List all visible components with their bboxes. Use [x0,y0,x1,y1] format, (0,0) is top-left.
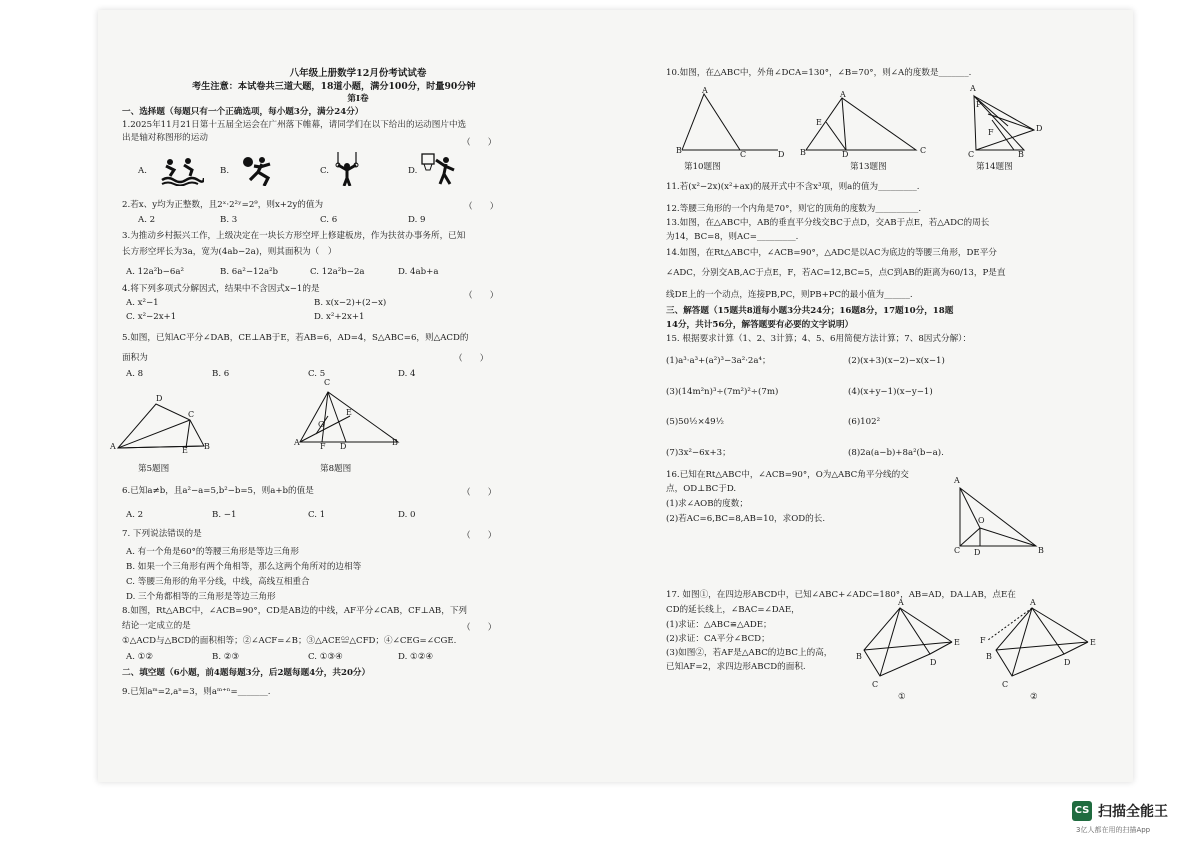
q3-option-c: C. 12a²b−2a [310,267,365,277]
q16-line1: 16.已知在Rt△ABC中，∠ACB=90°，O为△ABC角平分线的交 [666,470,909,480]
q8-answer-paren: （ ） [462,623,497,633]
section3-heading-line1: 三、解答题（15题共8道每小题3分共24分；16题8分，17题10分，18题 [666,306,954,316]
q5-option-c: C. 5 [308,369,326,379]
q1-line2: 出是轴对称图形的运动 [122,133,208,143]
q7-stem: 7. 下列说法错误的是 [122,529,202,539]
q7-option-a: A. 有一个角是60°的等腰三角形是等边三角形 [126,547,299,557]
q6-stem: 6.已知a≠b，且a²−a=5,b²−b=5，则a+b的值是 [122,486,314,496]
q2-option-a: A. 2 [138,215,156,225]
fig10-caption: 第10题图 [684,162,721,172]
q3-option-a: A. 12a²b−6a² [126,267,184,277]
q3-line1: 3.为推动乡村振兴工作，上级决定在一块长方形空坪上修建板房，作为扶贫办事务所，已知 [122,231,466,241]
q1-option-b: B. [220,166,230,176]
volume-label: 第Ⅰ卷 [347,94,369,104]
q3-option-b: B. 6a²−12a²b [220,267,279,277]
q17-line2: CD的延长线上，∠BAC=∠DAE， [666,605,800,615]
q8-line3: ①△ACD与△BCD的面积相等；②∠ACF=∠B；③△ACE≌△CFD；④∠CEG=∠CGE. [122,636,457,646]
q6-answer-paren: （ ） [462,488,497,498]
q6-option-b: B. −1 [212,510,237,520]
q14-line1: 14.如图，在Rt△ABC中，∠ACB=90°，△ADC是以AC为底边的等腰三角形，DE平分 [666,248,997,258]
q8-option-d: D. ①②④ [398,652,434,662]
q5-option-a: A. 8 [126,369,144,379]
q15-item-2: (2)(x+3)(x−2)−x(x−1) [848,356,945,366]
camscanner-slogan: 3亿人都在用的扫描App [1076,826,1151,834]
q15-stem: 15. 根据要求计算（1、2、3计算；4、5、6用简便方法计算；7、8因式分解）： [666,334,972,344]
camscanner-name: 扫描全能王 [1098,804,1168,820]
q15-item-8: (8)2a(a−b)+8a²(b−a). [848,448,944,458]
section3-heading-line2: 14分，共计56分，解答题要有必要的文字说明） [666,320,854,330]
q15-item-1: (1)a³·a³+(a²)³−3a²·2a⁴； [666,356,771,366]
ball-player-icon [240,154,284,184]
q1-line1: 1.2025年11月21日第十五届全运会在广州落下帷幕，请同学们在以下给出的运动图片中选 [122,120,467,130]
q16-line2: 点，OD⊥BC于D. [666,484,737,494]
q7-option-b: B. 如果一个三角形有两个角相等，那么这两个角所对的边相等 [126,562,362,572]
q6-option-a: A. 2 [126,510,144,520]
fig14-caption: 第14题图 [976,162,1013,172]
q8-option-c: C. ①③④ [308,652,343,662]
q2-answer-paren: （ ） [464,202,499,212]
q4-option-c: C. x²−2x+1 [126,312,177,322]
section1-heading: 一、选择题（每题只有一个正确选项，每小题3分，满分24分） [122,107,364,117]
q17-part3-line1: (3)如图②，若AF是△ABC的边BC上的高， [666,648,833,658]
q17-part3-line2: 已知AF=2，求四边形ABCD的面积. [666,662,806,672]
q15-item-5: (5)50½×49½ [666,417,724,427]
q8-line1: 8.如图，Rt△ABC中，∠ACB=90°，CD是AB边的中线，AF平分∠CAB，CF⊥AB，下列 [122,606,468,616]
q2-option-b: B. 3 [220,215,238,225]
q4-stem: 4.将下列多项式分解因式，结果中不含因式x−1的是 [122,284,320,294]
section2-heading: 二、填空题（6小题，前4题每题3分，后2题每题4分，共20分） [122,668,371,678]
q2-option-d: D. 9 [408,215,426,225]
figure-q17-1 [858,604,958,688]
q15-item-7: (7)3x²−6x+3； [666,448,731,458]
figure-q16 [956,484,1046,558]
rings-gymnast-icon [332,152,376,182]
q4-option-b: B. x(x−2)+(2−x) [314,298,387,308]
q13-line1: 13.如图，在△ABC中，AB的垂直平分线交BC于点D，交AB于点E，若△ADC的周长 [666,218,990,228]
fig13-caption: 第13题图 [850,162,887,172]
basketball-icon [420,152,464,182]
q17-part2: (2)求证：CA平分∠BCD； [666,634,770,644]
q1-option-d: D. [408,166,418,176]
figure-q8 [294,386,404,456]
camscanner-logo-icon: CS [1072,801,1092,821]
camscanner-watermark [1072,799,1182,839]
figure-q10 [678,90,788,160]
q16-part2: (2)若AC=6,BC=8,AB=10，求OD的长. [666,514,826,524]
q17-line1: 17. 如图①，在四边形ABCD中，已知∠ABC+∠ADC=180°，AB=AD，DA⊥AB，点E在 [666,590,1016,600]
q5-line1: 5.如图，已知AC平分∠DAB，CE⊥AB于E，若AB=6，AD=4，S△ABC=6，则△ACD的 [122,333,469,343]
q15-item-3: (3)(14m²n)³÷(7m²)²÷(7m) [666,387,779,397]
q2-stem: 2.若x、y均为正整数，且2ˣ·2²ʸ=2⁹，则x+2y的值为 [122,200,324,210]
q11-stem: 11.若(x²−2x)(x²+ax)的展开式中不含x³项，则a的值为_________. [666,182,920,192]
q5-option-d: D. 4 [398,369,416,379]
swimming-icon [160,156,204,186]
q7-answer-paren: （ ） [462,531,497,541]
figure-q17-2 [988,604,1098,688]
q7-option-c: C. 等腰三角形的角平分线，中线，高线互相重合 [126,577,310,587]
q17-part1: (1)求证：△ABC≌△ADE； [666,620,772,630]
q4-option-d: D. x²+2x+1 [314,312,365,322]
q16-part1: (1)求∠AOB的度数； [666,499,748,509]
exam-title: 八年级上册数学12月份考试试卷 [289,68,427,79]
q6-option-d: D. 0 [398,510,416,520]
fig8-caption: 第8题图 [320,464,352,474]
q3-option-d: D. 4ab+a [398,267,439,277]
fig17-caption-2: ② [1030,692,1038,702]
q1-answer-paren: （ ） [462,138,497,148]
q8-line2: 结论一定成立的是 [122,621,191,631]
q5-option-b: B. 6 [212,369,230,379]
q15-item-4: (4)(x+y−1)(x−y−1) [848,387,933,397]
q8-option-a: A. ①② [126,652,154,662]
q8-option-b: B. ②③ [212,652,240,662]
q6-option-c: C. 1 [308,510,326,520]
q15-item-6: (6)102² [848,417,881,427]
q4-answer-paren: （ ） [464,291,499,301]
q13-line2: 为14，BC=8，则AC=_________. [666,232,799,242]
q4-option-a: A. x²−1 [126,298,159,308]
q3-line2: 长方形空坪长为3a，宽为(4ab−2a)，则其面积为（ ） [122,247,337,257]
exam-notice: 考生注意：本试卷共三道大题，18道小题，满分100分，时量90分钟 [192,81,476,92]
q9-stem: 9.已知aᵐ=2,aⁿ=3，则aᵐ⁺ⁿ=_______. [122,687,271,697]
q2-option-c: C. 6 [320,215,338,225]
q1-option-a: A. [138,166,147,176]
scanned-exam-sheet: 八年级上册数学12月份考试试卷 考生注意：本试卷共三道大题，18道小题，满分100分，时量90分钟 第Ⅰ卷 一、选择题（每题只有一个正确选项，每小题3分，满分24分） 1.2025年11月21日第十五届全运会在广州落下帷幕，请同学们在以下给出的运动图片中选 出是轴对称图形的运动 （ ） A. B. C. D. 2.若x、y均为正整数，且2ˣ·2²ʸ=2⁹，则x+2y的值为 （ ） A. 2 B. 3 C. 6 D. 9 3.为推动乡村振兴工作，上级决定在一块长方形空坪上修建板房，作为扶贫办事务所，已知 长方形空坪长为3a，宽为(4ab−2a)，则其面积为（ ） A. 12a²b−6a² B. 6a²−12a²b C. 12a²b−2a D. 4ab+a 4.将下列多项式分解因式，结果中不含因式x−1的是 （ ） A. x²−1 B. x(x−2)+(2−x) C. x²−2x+1 D. x²+2x+1 5.如图，已知AC平分∠DAB，CE⊥AB于E，若AB=6，AD=4，S△ABC=6，则△ACD的 面积为 （ ） A. 8 B. 6 C. 5 D. 4 D C A E B 第5题图 C E G A F D B 第8题图 6.已知a≠b，且a²−a=5,b²−b=5，则a+b的值是 （ ） A. 2 B. −1 C. 1 D. 0 7. 下列说法错误的是 （ ） A. 有一个角是60°的等腰三角形是等边三角形 B. 如果一个三角形有两个角相等，那么这两个角所对的边相等 C. 等腰三角形的角平分线，中线，高线互相重合 D. 三个角都相等的三角形是等边三角形 8.如图，Rt△ABC中，∠ACB=90°，CD是AB边的中线，AF平分∠CAB，CF⊥AB，下列 结论一定成立的是 （ ） ①△ACD与△BCD的面积相等；②∠ACF=∠B；③△ACE≌△CFD；④∠CEG=∠CGE. A. ①② B. ②③ C. ①③④ D. ①②④ 二、填空题（6小题，前4题每题3分，后2题每题4分，共20分） 9.已知aᵐ=2,aⁿ=3，则aᵐ⁺ⁿ=_______. 10.如图，在△ABC中，外角∠DCA=130°，∠B=70°，则∠A的度数是_______. A B C D 第10题图 A E B D C 第13题图 A P D F C B 第14题图 11.若(x²−2x)(x²+ax)的展开式中不含x³项，则a的值为_________. 12.等腰三角形的一个内角是70°，则它的顶角的度数为__________. 13.如图，在△ABC中，AB的垂直平分线交BC于点D，交AB于点E，若△ADC的周长 为14，BC=8，则AC=_________. 14.如图，在Rt△ABC中，∠ACB=90°，△ADC是以AC为底边的等腰三角形，DE平分 ∠ADC，分别交AB,AC于点E，F，若AC=12,BC=5，点C到AB的距离为60/13，P是直 线DE上的一个动点，连接PB,PC，则PB+PC的最小值为______. 三、解答题（15题共8道每小题3分共24分；16题8分，17题10分，18题 14分，共计56分，解答题要有必要的文字说明） 15. 根据要求计算（1、2、3计算；4、5、6用简便方法计算；7、8因式分解）： (1)a³·a³+(a²)³−3a²·2a⁴； (2)(x+3)(x−2)−x(x−1) (3)(14m²n)³÷(7m²)²÷(7m) (4)(x+y−1)(x−y−1) (5)50½×49½ (6)102² (7)3x²−6x+3； (8)2a(a−b)+8a²(b−a). 16.已知在Rt△ABC中，∠ACB=90°，O为△ABC角平分线的交 点，OD⊥BC于D. (1)求∠AOB的度数； (2)若AC=6,BC=8,AB=10，求OD的长. A O C D B 17. 如图①，在四边形ABCD中，已知∠ABC+∠ADC=180°，AB=AD，DA⊥AB，点E在 CD的延长线上，∠BAC=∠DAE， (1)求证：△ABC≌△ADE； (2)求证：CA平分∠BCD； (3)如图②，若AF是△ABC的边BC上的高， 已知AF=2，求四边形ABCD的面积. A B D E C ① A F B D E C ② [98,10,1133,782]
q1-option-c: C. [320,166,330,176]
fig5-caption: 第5题图 [138,464,170,474]
q12-stem: 12.等腰三角形的一个内角是70°，则它的顶角的度数为__________. [666,204,922,214]
q10-stem: 10.如图，在△ABC中，外角∠DCA=130°，∠B=70°，则∠A的度数是_______. [666,68,972,78]
q14-line3: 线DE上的一个动点，连接PB,PC，则PB+PC的最小值为______. [666,290,913,300]
q14-line2: ∠ADC，分别交AB,AC于点E，F，若AC=12,BC=5，点C到AB的距离为60/13，P是直 [666,268,1006,278]
q7-option-d: D. 三个角都相等的三角形是等边三角形 [126,592,276,602]
figure-q13 [804,94,934,160]
q5-answer-paren: （ ） [454,354,489,364]
fig17-caption-1: ① [898,692,906,702]
q5-line2: 面积为 [122,353,148,363]
